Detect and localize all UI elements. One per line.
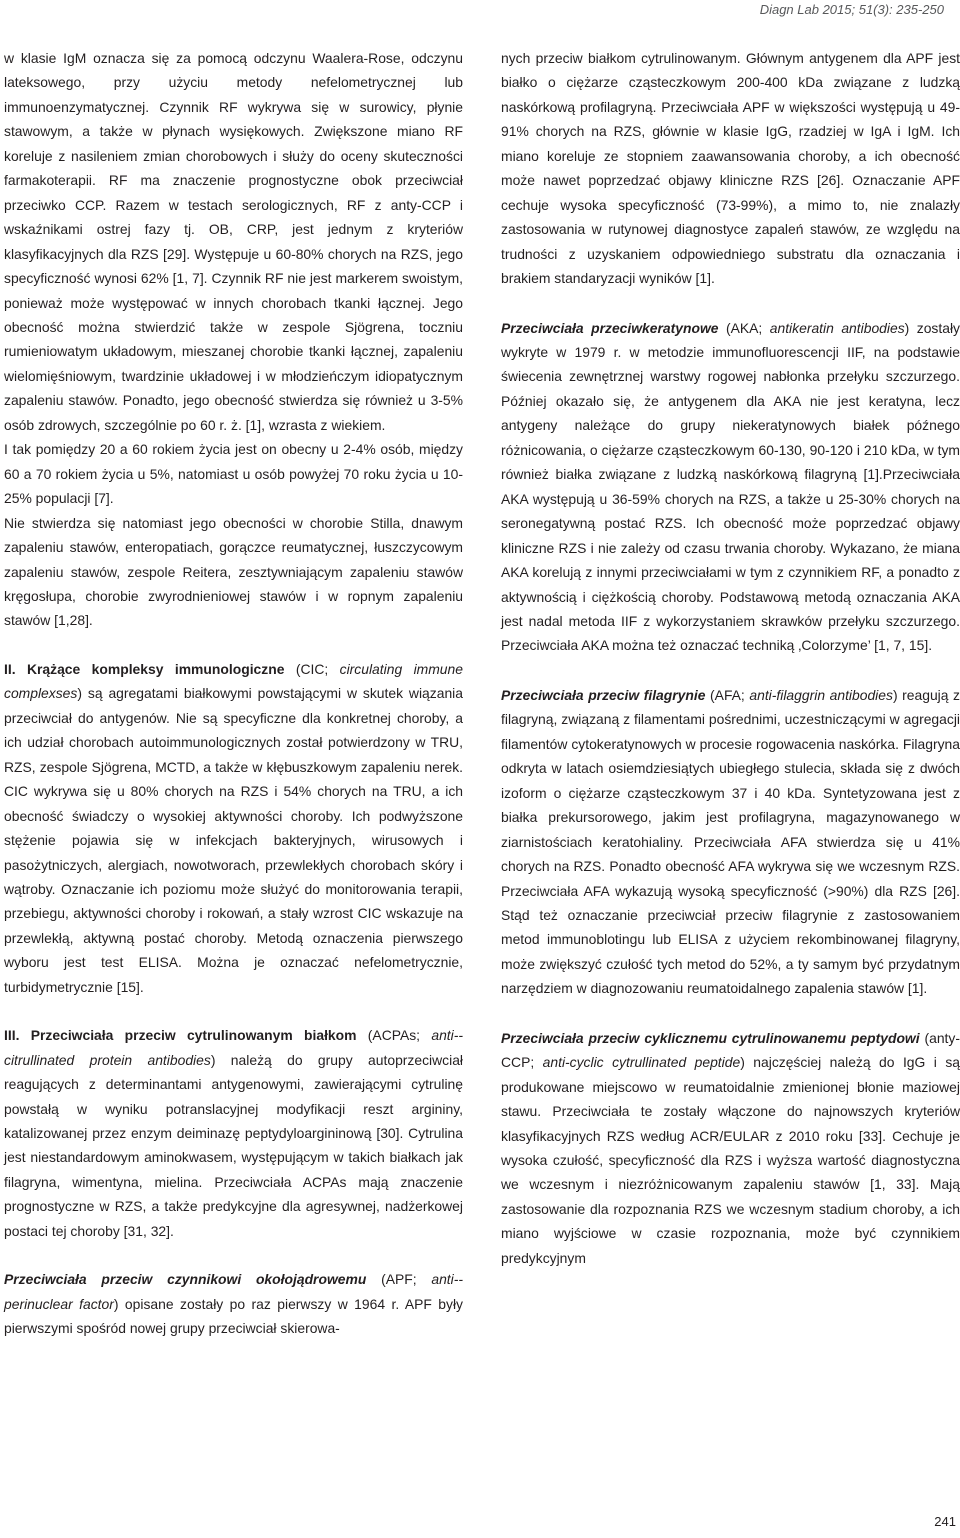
paragraph-apf-continued: nych przeciw białkom cytrulinowanym. Głównym antygenem dla APF jest białko o ciężarze cząsteczkowym 200-400 kDa związane z ludzką naskórkową profilagryną. Przeciwciała APF w większości występują u 49-91% chorych na RZS, głównie w klasie IgG, rzadziej w IgA i IgM. Ich miano koreluje ze stopniem zaawansowania choroby, a ich obecność może nawet poprzedzać objawy kliniczne RZS [26]. Oznaczanie APF cechuje wysoka specyficzność (73-99%), a mimo to, nie znalazły zastosowania w rutynowej diagnostyce zapaleń stawów, ze względu na trudności z uzyskaniem odpowiedniego substratu dla oznaczania i brakiem standaryzacji wyników [1]. — [501, 50, 960, 287]
journal-reference: Diagn Lab 2015; 51(3): 235-250 — [759, 2, 944, 17]
page-number: 241 — [934, 1514, 956, 1529]
section-aka-heading: Przeciwciała przeciwkeratynowe — [501, 319, 719, 336]
section-cic-heading: II. Krążące kompleksy immunologiczne — [4, 660, 285, 677]
section-anti-ccp-heading: Przeciwciała przeciw cyklicznemu cytrulinowanemu peptydowi — [501, 1029, 920, 1046]
left-column — [4, 46, 463, 1341]
section-afa: Przeciwciała przeciw filagrynie (AFA; anti-filaggrin antibodies) reagują z filagryną, związaną z filamentami pośrednimi, uczestniczącymi w agregacji filamentów cytokeratynowych w procesie rogowacenia naskórka. Filagryna odkryta w latach osiemdziesiątych ubiegłego stulecia, składa się z dwóch izoform o ciężarze cząsteczkowym 37 i 40 kDa. Syntetyzowana jest z białka prekursorowego, jakim jest profilagryna, magazynowanego w ziarnistościach keratohialiny. Przeciwciała AFA stwierdza się u 41% chorych na RZS. Ponadto obecność AFA wykrywa się we wczesnym RZS. Przeciwciała AFA wykazują wysoką specyficzność (>90%) dla RZS [26]. Stąd też oznaczanie przeciwciał przeciw filagrynie z zastosowaniem metod immunoblotingu lub ELISA z użyciem rekombinowanej filagryny, może zwiększyć czułość tych metod do 52%, a ty samym być przydatnym narzędziem w diagnozowaniu reumatoidalnego zapalenia stawów [1]. — [501, 686, 960, 997]
section-apf-heading: Przeciwciała przeciw czynnikowi okołojądrowemu — [4, 1271, 367, 1288]
section-aka: Przeciwciała przeciwkeratynowe (AKA; antikeratin antibodies) zostały wykryte w 1979 r. w metodzie immunofluorescencji IIF, na podstawie świecenia zewnętrznej warstwy rogowej nabłonka przełyku szczurzego. Później okazało się, że antygenem dla AKA nie jest keratyna, lecz antygeny należące do grupy niekeratynowych białek późnego różnicowania, o ciężarze cząsteczkowym 60-130, 90-120 i 210 kDa, w tym również białka związane z ludzką naskórkową filagryną [1].Przeciwciała AKA występują u 36-59% chorych na RZS, a także u 25-30% chorych na seronegatywną postać RZS. Ich obecność może poprzedzać objawy kliniczne RZS i nie zależy od czasu trwania choroby. Wykazano, że miana AKA korelują z innymi przeciwciałami w tym z czynnikiem RF, a ponadto z aktywnością i ciężkością choroby. Podstawową metodą oznaczania AKA jest nadal metoda IIF z wykorzystaniem skrawków przełyku szczurzego. Przeciwciała AKA można też oznaczać techniką ‚Colorzyme’ [1, 7, 15]. — [501, 319, 960, 654]
section-afa-heading: Przeciwciała przeciw filagrynie — [501, 686, 706, 703]
section-apf: Przeciwciała przeciw czynnikowi okołojądrowemu (APF; anti--perinuclear factor) opisane zostały po raz pierwszy w 1964 r. APF były pierwszymi spośród nowej grupy przeciwciał skierowa- — [4, 1271, 464, 1337]
section-acpa: III. Przeciwciała przeciw cytrulinowanym białkom (ACPAs; anti--citrullinated protein antibodies) należą do grupy autoprzeciwciał reagujących z determinantami antygenowymi, zawierającymi cytrulinę powstałą w wyniku potranslacyjnej modyfikacji reszt argininy, katalizowanej przez enzym deiminazę peptydyloargininową [30]. Cytrulina jest niestandardowym aminokwasem, występującym w takich białkach jak filagryna, wimentyna, mielina. Przeciwciała ACPAs mają znaczenie prognostyczne w RZS, a także predykcyjne dla agresywnej, nadżerkowej postaci tej choroby [31, 32]. — [4, 1027, 464, 1239]
section-cic: II. Krążące kompleksy immunologiczne (CIC; circulating immune complexses) są agregatami białkowymi powstającymi w skutek wiązania przeciwciał do antygenów. Nie są specyficzne dla konkretnej choroby, a ich udział chorobach autoimmunologicznych został potwierdzony w TRU, RZS, zespole Sjögrena, MCTD, a także w kłębuszkowym zapaleniu nerek. CIC wykrywa się u 80% chorych na RZS i 54% chorych na TRU, a ich obecność świadczy o wysokiej aktywności choroby. Ich podwyższone stężenie pojawia się w infekcjach bakteryjnych, wirusowych i pasożytniczych, alergiach, nowotworach, przewlekłych chorobach skóry i wątroby. Oznaczanie ich poziomu może służyć do monitorowania terapii, przebiegu, aktywności choroby i rokowań, a stały wzrost CIC wskazuje na przewlekłą, aktywną postać choroby. Metodą oznaczenia pierwszego wyboru jest test ELISA. Można je oznaczać nefelometrycznie, turbidymetrycznie [15]. — [4, 660, 463, 995]
paragraph-rf: w klasie IgM oznacza się za pomocą odczynu Waalera-Rose, odczynu lateksowego, przy użyciu metody nefelometrycznej lub immunoenzymatycznej. Czynnik RF wykrywa się w surowicy, płynie stawowym, a także w płynach wysiękowych. Zwiększone miano RF koreluje z nasileniem zmian chorobowych i służy do oceny skuteczności farmakoterapii. RF ma znaczenie prognostyczne obok przeciwciał przeciwko CCP. Razem w testach serologicznych, RF z anty-CCP i wskaźnikami ostrej fazy tj. OB, CRP, jest jednym z kryteriów klasyfikacyjnych dla RZS [29]. Występuje u 60-80% chorych na RZS, jego specyficzność wynosi 62% [1, 7]. Czynnik RF nie jest markerem swoistym, ponieważ może występować w innych chorobach tkanki łącznej. Jego obecność można stwierdzić także w zespole Sjögrena, toczniu rumieniowatym układowym, mieszanej chorobie tkanki łącznej, zapaleniu wielomięśniowym, twardzinie układowej i w młodzieńczym idiopatycznym zapaleniu stawów. Ponadto, jego obecność stwierdza się również u 3-5% osób zdrowych, szczególnie po 60 r. ż. [1], wzrasta z wiekiem. — [4, 50, 463, 433]
section-acpa-heading: III. Przeciwciała przeciw cytrulinowanym białkom — [4, 1027, 357, 1044]
right-column — [501, 46, 960, 1270]
section-anti-ccp: Przeciwciała przeciw cyklicznemu cytrulinowanemu peptydowi (anty-CCP; anti-cyclic cytrullinated peptide) najczęściej należą do IgG i są produkowane miejscowo w reumatoidalnie zmienionej błonie maziowej stawu. Przeciwciała te zostały włączone do najnowszych kryteriów klasyfikacyjnych RZS według ACR/EULAR z 2010 roku [33]. Cechuje je wysoka czułość, specyficzność dla RZS i wyższa wartość diagnostyczna we wczesnym i niezróżnicowanym zapaleniu stawów [1, 33]. Mają zastosowanie dla rozpoznania RZS we wczesnym stadium choroby, a ich miano wyjściowe w czasie rozpoznania, może być czynnikiem predykcyjnym — [501, 1029, 960, 1266]
paragraph-rf-age: I tak pomiędzy 20 a 60 rokiem życia jest on obecny u 2-4% osób, między 60 a 70 rokiem życia u 5%, natomiast u osób powyżej 70 roku życia u 10-25% populacji [7]. — [4, 441, 463, 507]
paragraph-rf-absence: Nie stwierdza się natomiast jego obecności w chorobie Stilla, dnawym zapaleniu stawów, enteropatiach, gorączce reumatycznej, łuszczycowym zapaleniu stawów, zespole Reitera, zesztywniającym zapaleniu stawów kręgosłupa, chorobie zwyrodnieniowej stawów i w ropnym zapaleniu stawów [1,28]. — [4, 514, 463, 629]
